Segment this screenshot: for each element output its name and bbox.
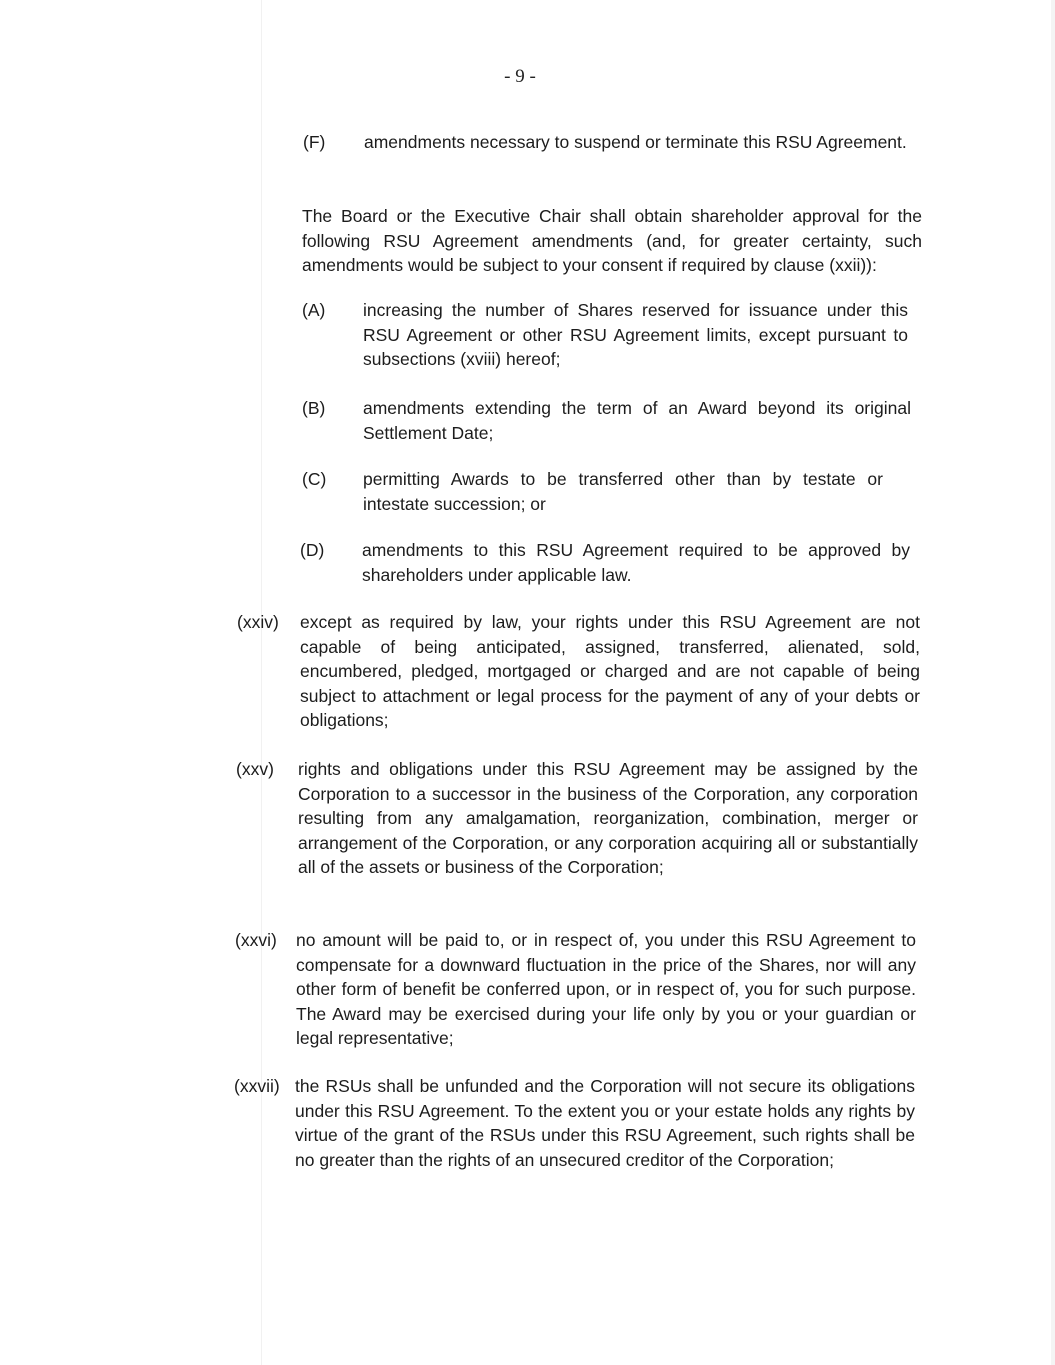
sub-item-f	[303, 130, 923, 180]
clause-text: no amount will be paid to, or in respect of, you under this RSU Agreement to compensate for a downward fluctuation in the price of the Shares, nor will any other form of benefit be conferred upon, or in respect of, you for such purpose. The Award may be exercised during your life only by you or your guardian or legal representative;	[296, 930, 916, 1048]
approval-paragraph: The Board or the Executive Chair shall obtain shareholder approval for the following RSU Agreement amendments (and, for greater certainty, such amendments would be subject to your consent if required by clause (xxii)):	[302, 206, 922, 275]
sub-item-a	[302, 298, 922, 373]
sub-item-label: (B)	[302, 398, 326, 418]
clause-xxvii	[234, 1074, 919, 1199]
clause-xxvi	[235, 928, 920, 1053]
clause-text: rights and obligations under this RSU Agreement may be assigned by the Corporation to a successor in the business of the Corporation, any corporation resulting from any amalgamation, reorganization, combination, merger or arrangement of the Corporation, or any corporation acquiring all or substantially all of the assets or business of the Corporation;	[298, 759, 918, 877]
sub-item-label: (C)	[302, 469, 327, 489]
clause-xxv	[236, 757, 921, 907]
sub-item-text: amendments necessary to suspend or terminate this RSU Agreement.	[364, 132, 907, 152]
page-right-edge	[1051, 0, 1055, 1365]
page-number: - 9 -	[504, 66, 536, 87]
sub-item-c	[302, 467, 922, 517]
clause-label: (xxvi)	[235, 930, 277, 950]
sub-item-text: amendments extending the term of an Award beyond its original Settlement Date;	[363, 398, 911, 443]
clause-label: (xxiv)	[237, 612, 279, 632]
sub-item-text: amendments to this RSU Agreement required to be approved by shareholders under applicable law.	[362, 540, 910, 585]
sub-item-b	[302, 396, 922, 446]
sub-item-text: increasing the number of Shares reserved for issuance under this RSU Agreement or other RSU Agreement limits, except pursuant to subsections (xviii) hereof;	[363, 300, 908, 369]
clause-label: (xxv)	[236, 759, 274, 779]
sub-item-label: (D)	[300, 540, 325, 560]
clause-text: the RSUs shall be unfunded and the Corporation will not secure its obligations under this RSU Agreement. To the extent you or your estate holds any rights by virtue of the grant of the RSUs under this RSU Agreement, such rights shall be no greater than the rights of an unsecured creditor of the Corporation;	[295, 1076, 915, 1170]
sub-item-label: (A)	[302, 300, 326, 320]
sub-item-label: (F)	[303, 132, 326, 152]
clause-xxiv	[237, 610, 922, 735]
clause-text: except as required by law, your rights under this RSU Agreement are not capable of being anticipated, assigned, transferred, alienated, sold, encumbered, pledged, mortgaged or charged and are not capable of being subject to attachment or legal process for the payment of any of your debts or obligations;	[300, 612, 920, 730]
sub-item-d	[300, 538, 920, 588]
sub-item-text: permitting Awards to be transferred other than by testate or intestate succession; or	[363, 469, 883, 514]
clause-label: (xxvii)	[234, 1076, 280, 1096]
